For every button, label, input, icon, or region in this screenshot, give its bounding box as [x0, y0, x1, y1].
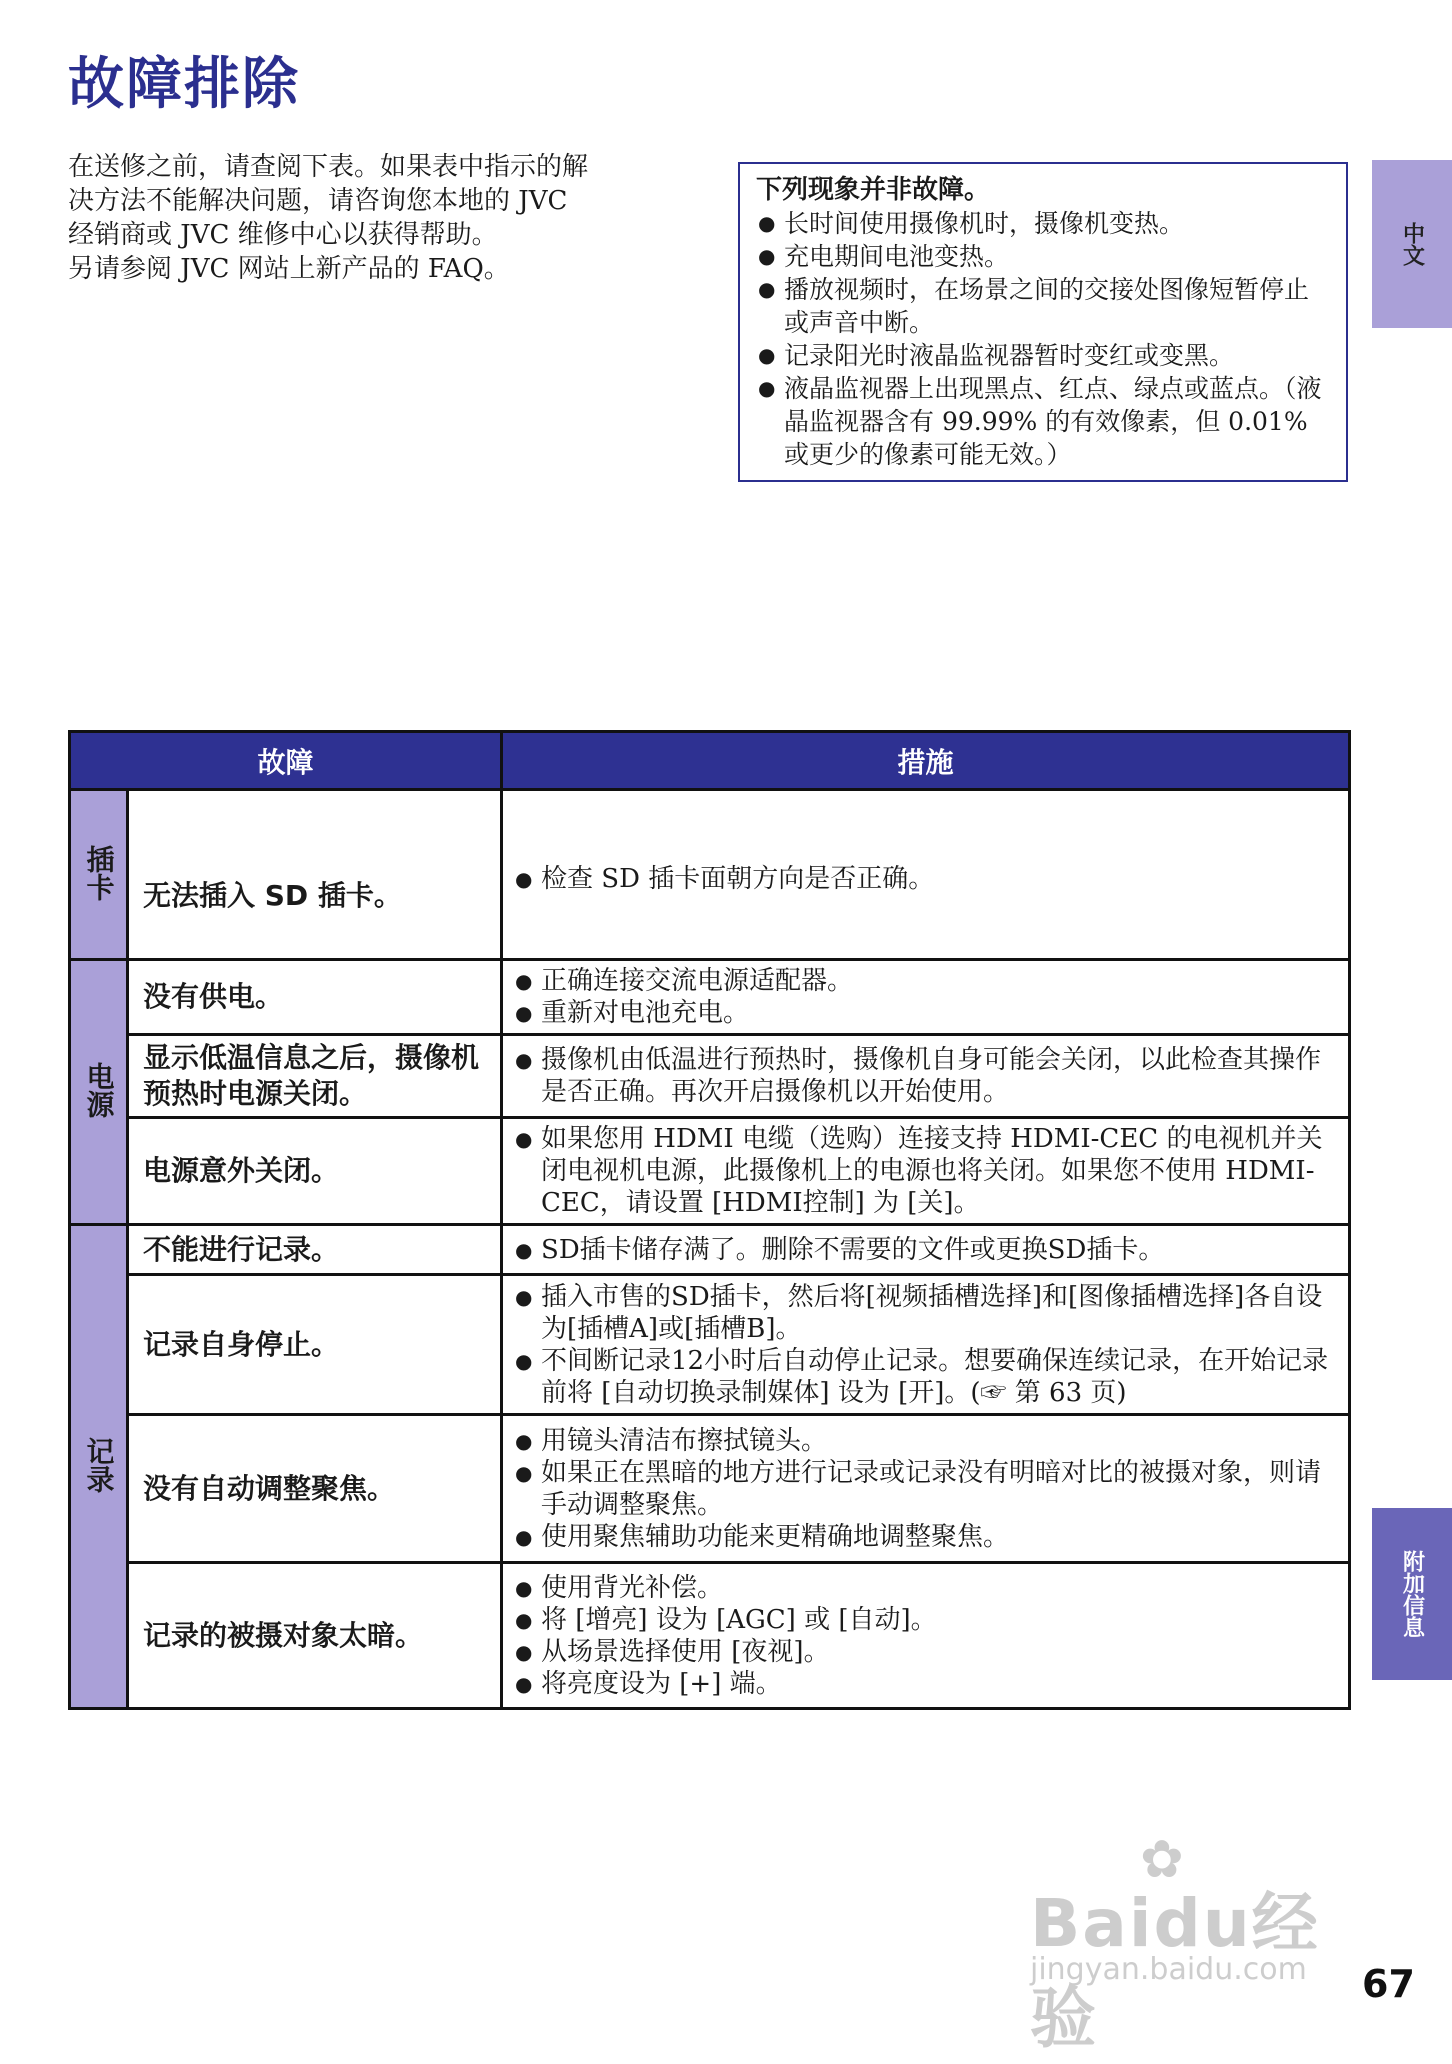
page-number: 67: [1362, 1962, 1415, 2006]
fault-cell: 记录的被摄对象太暗。: [128, 1563, 502, 1709]
action-item: ● 将亮度设为 [+] 端。: [513, 1668, 1336, 1700]
appendix-tab-label: 附加信息: [1399, 1550, 1425, 1638]
table-row: [70, 1415, 1350, 1563]
action-cell: [502, 960, 1350, 1035]
note-item: ● 记录阳光时液晶监视器暂时变红或变黑。: [756, 339, 1332, 372]
troubleshooting-table: [68, 730, 1351, 1710]
action-item: ● 如果正在黑暗的地方进行记录或记录没有明暗对比的被摄对象，则请手动调整聚焦。: [513, 1457, 1336, 1521]
page-title: 故障排除: [68, 52, 300, 117]
appendix-side-tab[interactable]: [1372, 1508, 1452, 1680]
intro-line: 另请参阅 JVC 网站上新产品的 FAQ。: [68, 254, 510, 284]
note-list: [756, 207, 1332, 471]
table-row: [70, 1275, 1350, 1415]
table-row: [70, 960, 1350, 1035]
action-cell: [502, 1415, 1350, 1563]
action-item: ● 正确连接交流电源适配器。: [513, 965, 1336, 997]
table-row: [70, 1563, 1350, 1709]
action-cell: [502, 1275, 1350, 1415]
fault-cell: 不能进行记录。: [128, 1225, 502, 1275]
note-item: ● 充电期间电池变热。: [756, 240, 1332, 273]
intro-line: 在送修之前，请查阅下表。如果表中指示的解: [68, 152, 589, 182]
action-item: ● 检查 SD 插卡面朝方向是否正确。: [513, 863, 1336, 895]
action-cell: [502, 1563, 1350, 1709]
action-item: ● 重新对电池充电。: [513, 997, 1336, 1029]
intro-line: 决方法不能解决问题，请咨询您本地的 JVC: [68, 186, 568, 216]
table-row: [70, 1035, 1350, 1118]
note-item: ● 液晶监视器上出现黑点、红点、绿点或蓝点。（液晶监视器含有 99.99% 的有效像素，但 0.01% 或更少的像素可能无效。）: [756, 372, 1332, 471]
action-item: ● 将 [增亮] 设为 [AGC] 或 [自动]。: [513, 1604, 1336, 1636]
action-item: ● 从场景选择使用 [夜视]。: [513, 1636, 1336, 1668]
fault-cell: 显示低温信息之后，摄像机预热时电源关闭。: [128, 1035, 502, 1118]
fault-cell: 记录自身停止。: [128, 1275, 502, 1415]
watermark-url-text: jingyan.baidu.com: [1030, 1952, 1307, 1987]
action-item: ● 使用聚焦辅助功能来更精确地调整聚焦。: [513, 1521, 1336, 1553]
table-row: [70, 1118, 1350, 1225]
action-cell: [502, 790, 1350, 960]
header-fault: 故障: [70, 732, 502, 790]
category-power: [70, 960, 128, 1225]
intro-paragraph: [68, 150, 708, 286]
fault-cell: 电源意外关闭。: [128, 1118, 502, 1225]
table-row: [70, 1225, 1350, 1275]
language-side-tab[interactable]: [1372, 160, 1452, 328]
note-item: ● 长时间使用摄像机时，摄像机变热。: [756, 207, 1332, 240]
category-label: 插卡: [82, 844, 116, 901]
action-item: ● 插入市售的SD插卡，然后将[视频插槽选择]和[图像插槽选择]各自设为[插槽A]或[插槽B]。: [513, 1281, 1336, 1345]
fault-cell: 无法插入 SD 插卡。: [128, 790, 502, 960]
note-item: ● 播放视频时，在场景之间的交接处图像短暂停止或声音中断。: [756, 273, 1332, 339]
fault-cell: 没有供电。: [128, 960, 502, 1035]
watermark-main-text: Baidu经验: [1030, 1885, 1320, 2057]
action-item: ● 如果您用 HDMI 电缆（选购）连接支持 HDMI-CEC 的电视机并关闭电视机电源，此摄像机上的电源也将关闭。如果您不使用 HDMI-CEC，请设置 [HDMI控制] 为 [关]。: [513, 1123, 1336, 1219]
table-row: [70, 790, 1350, 960]
note-title: 下列现象并非故障。: [756, 175, 991, 205]
action-item: ● 用镜头清洁布擦拭镜头。: [513, 1425, 1336, 1457]
not-malfunction-note-box: [738, 162, 1348, 482]
intro-line: 经销商或 JVC 维修中心以获得帮助。: [68, 220, 498, 250]
header-action: 措施: [502, 732, 1350, 790]
language-tab-label: 中文: [1399, 222, 1425, 266]
action-item: ● 摄像机由低温进行预热时，摄像机自身可能会关闭，以此检查其操作是否正确。再次开启摄像机以开始使用。: [513, 1044, 1336, 1108]
category-label: 记录: [82, 1436, 116, 1493]
action-item: ● SD插卡储存满了。删除不需要的文件或更换SD插卡。: [513, 1234, 1336, 1266]
action-item: ● 不间断记录12小时后自动停止记录。想要确保连续记录，在开始记录前将 [自动切换录制媒体] 设为 [开]。(☞ 第 63 页): [513, 1345, 1336, 1409]
action-cell: [502, 1035, 1350, 1118]
baidu-watermark: [1020, 1830, 1360, 2057]
category-record: [70, 1225, 128, 1709]
action-item: ● 使用背光补偿。: [513, 1572, 1336, 1604]
action-cell: [502, 1118, 1350, 1225]
category-label: 电源: [82, 1062, 116, 1118]
category-card: [70, 790, 128, 960]
paw-icon: ✿: [1140, 1830, 1184, 1890]
table-header-row: [70, 732, 1350, 790]
fault-cell: 没有自动调整聚焦。: [128, 1415, 502, 1563]
action-cell: [502, 1225, 1350, 1275]
